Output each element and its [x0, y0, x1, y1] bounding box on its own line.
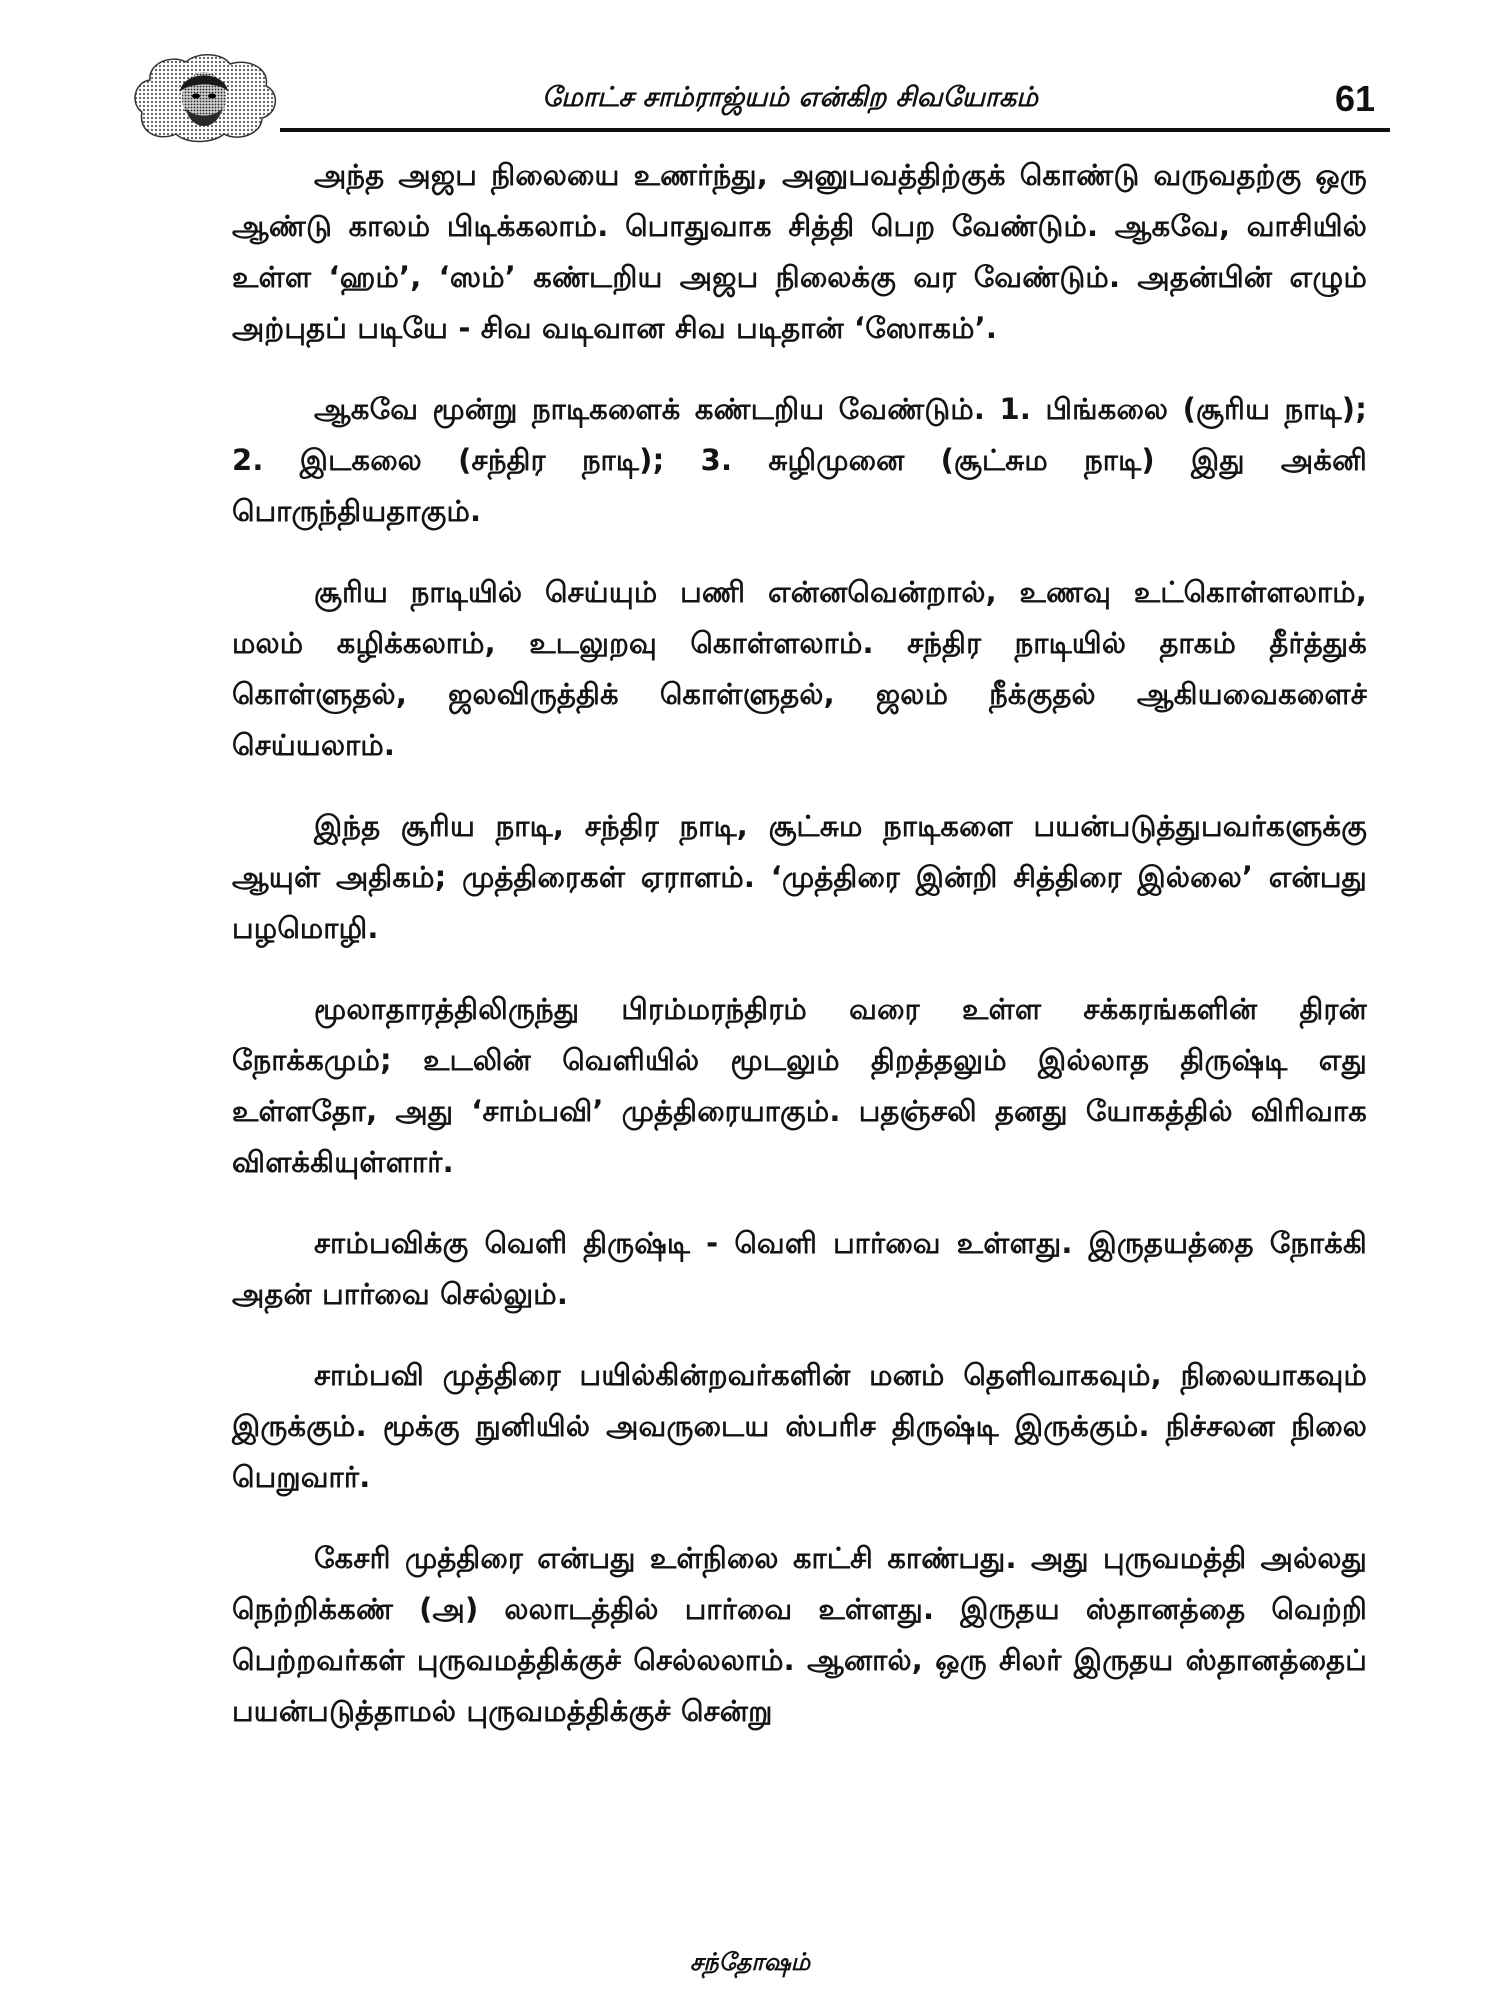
page-footer: சந்தோஷம்	[689, 1948, 811, 1976]
body-text	[232, 150, 1367, 1767]
paragraph-1: அந்த அஜப நிலையை உணர்ந்து, அனுபவத்திற்குக் கொண்டு வருவதற்கு ஒரு ஆண்டு காலம் பிடிக்கலாம். பொதுவாக சித்தி பெற வேண்டும். ஆகவே, வாசியில் உள்ள ‘ஹம்’, ‘ஸம்’ கண்டறிய அஜப நிலைக்கு வர வேண்டும். அதன்பின் எழும் அற்புதப் படியே - சிவ வடிவான சிவ படிதான் ‘ஸோகம்’.	[232, 158, 1367, 345]
page-header	[130, 52, 1390, 142]
paragraph-5: மூலாதாரத்திலிருந்து பிரம்மரந்திரம் வரை உள்ள சக்கரங்களின் திரன் நோக்கமும்; உடலின் வெளியில் மூடலும் திறத்தலும் இல்லாத திருஷ்டி எது உள்ளதோ, அது ‘சாம்பவி’ முத்திரையாகும். பதஞ்சலி தனது யோகத்தில் விரிவாக விளக்கியுள்ளார்.	[232, 992, 1367, 1179]
running-header-title: மோட்ச சாம்ராஜ்யம் என்கிற சிவயோகம்	[541, 82, 1039, 113]
paragraph-2: ஆகவே மூன்று நாடிகளைக் கண்டறிய வேண்டும். 1. பிங்கலை (சூரிய நாடி); 2. இடகலை (சந்திர நாடி); 3. சுழிமுனை (சூட்சும நாடி) இது அக்னி பொருந்தியதாகும்.	[232, 392, 1367, 528]
header-divider	[280, 128, 1390, 132]
paragraph-7: சாம்பவி முத்திரை பயில்கின்றவர்களின் மனம் தெளிவாகவும், நிலையாகவும் இருக்கும். மூக்கு நுனியில் அவருடைய ஸ்பரிச திருஷ்டி இருக்கும். நிச்சலன நிலை பெறுவார்.	[232, 1358, 1367, 1494]
meditating-sage-portrait-icon	[130, 52, 280, 144]
paragraph-6: சாம்பவிக்கு வெளி திருஷ்டி - வெளி பார்வை உள்ளது. இருதயத்தை நோக்கி அதன் பார்வை செல்லும்.	[232, 1226, 1367, 1311]
page-number: 61	[1334, 78, 1375, 119]
paragraph-8: கேசரி முத்திரை என்பது உள்நிலை காட்சி காண்பது. அது புருவமத்தி அல்லது நெற்றிக்கண் (அ) லலாடத்தில் பார்வை உள்ளது. இருதய ஸ்தானத்தை வெற்றி பெற்றவர்கள் புருவமத்திக்குச் செல்லலாம். ஆனால், ஒரு சிலர் இருதய ஸ்தானத்தைப் பயன்படுத்தாமல் புருவமத்திக்குச் சென்று	[232, 1541, 1367, 1728]
paragraph-4: இந்த சூரிய நாடி, சந்திர நாடி, சூட்சும நாடிகளை பயன்படுத்துபவர்களுக்கு ஆயுள் அதிகம்; முத்திரைகள் ஏராளம். ‘முத்திரை இன்றி சித்திரை இல்லை’ என்பது பழமொழி.	[232, 809, 1367, 945]
paragraph-3: சூரிய நாடியில் செய்யும் பணி என்னவென்றால், உணவு உட்கொள்ளலாம், மலம் கழிக்கலாம், உடலுறவு கொள்ளலாம். சந்திர நாடியில் தாகம் தீர்த்துக் கொள்ளுதல், ஜலவிருத்திக் கொள்ளுதல், ஜலம் நீக்குதல் ஆகியவைகளைச் செய்யலாம்.	[232, 575, 1367, 762]
